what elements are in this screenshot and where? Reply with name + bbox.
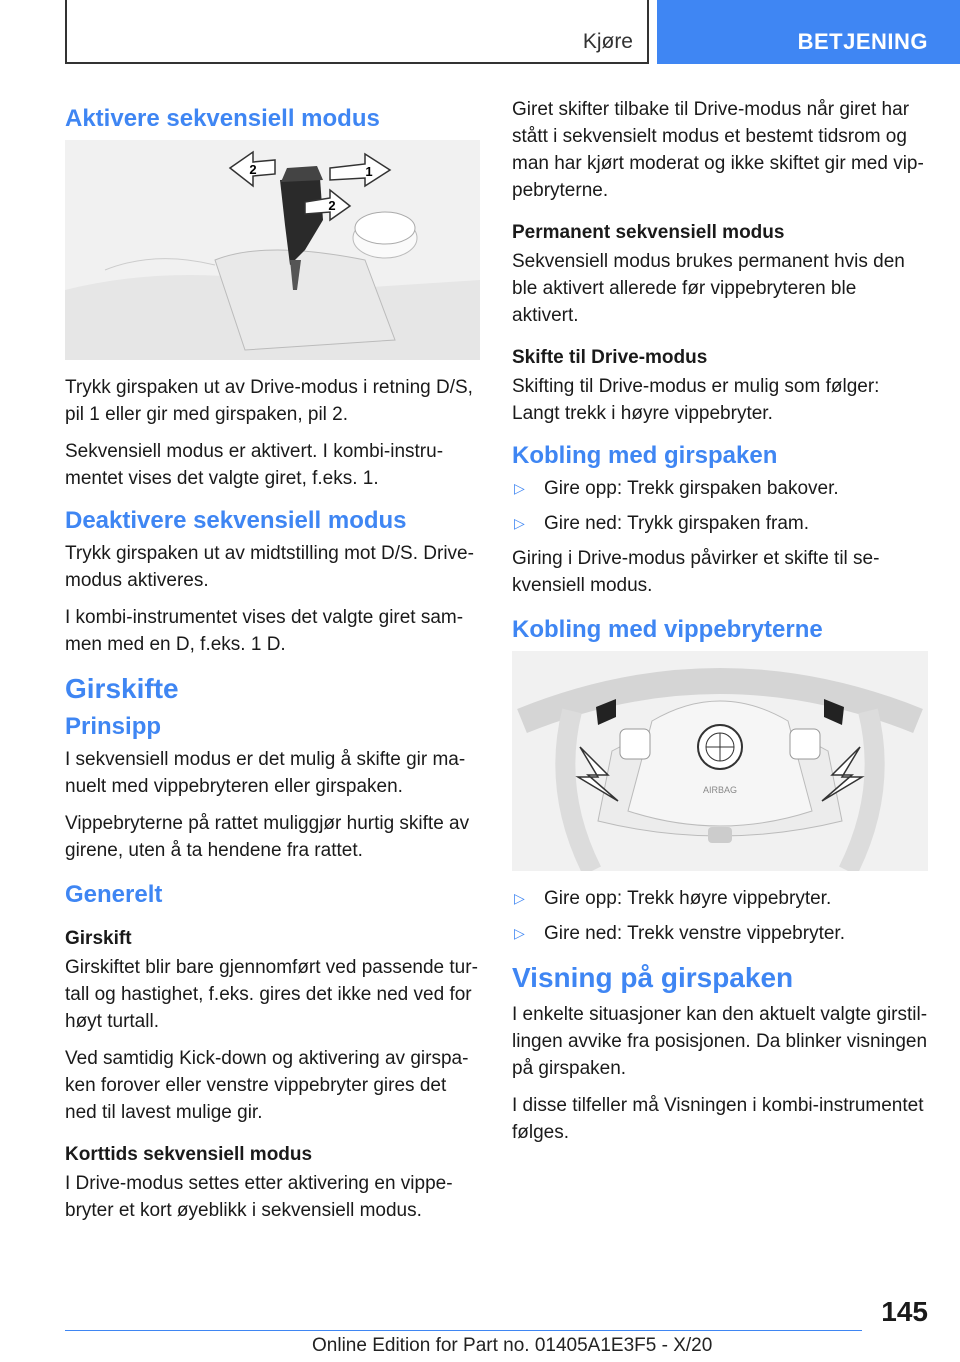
heading-skifte-drive: Skifte til Drive-modus [512,347,708,368]
list-item-text: Gire ned: Trykk girspaken fram. [544,513,810,534]
heading-kobling-vippe: Kobling med vippebryterne [512,616,823,643]
triangle-right-outline-icon: ▷ [514,925,525,941]
heading-permanent: Permanent sekvensiell modus [512,222,785,243]
paragraph: Giret skifter tilbake til Drive-modus når giret har stått i sekvensielt modus et bestemt tidsrom og man har kjørt moderat og ikke skiftet gir med vip-pebryterne. [512,99,924,201]
heading-prinsipp: Prinsipp [65,713,162,740]
gear-lever-figure [65,140,480,360]
left-column [65,96,480,1234]
heading-deactivate: Deaktivere sekvensiell modus [65,507,407,534]
paragraph: I Drive-modus settes etter aktivering en vippe-bryter et kort øyeblikk i sekvensiell modus. [65,1173,453,1221]
paragraph: Girskiftet blir bare gjennomført ved passende tur-tall og hastighet, f.eks. gires det ikke ned ved for høyt turtall. [65,957,478,1032]
gear-lever-illustration [65,140,480,360]
steering-wheel-illustration [512,651,928,871]
paragraph: Sekvensiell modus er aktivert. I kombi-instru-mentet vises det valgte giret, f.eks. 1. [65,441,444,489]
paragraph: I sekvensiell modus er det mulig å skifte gir ma-nuelt med vippebryteren eller girspaken. [65,749,466,797]
heading-kobling-girspaken: Kobling med girspaken [512,442,778,469]
paragraph: I disse tilfeller må Visningen i kombi-instrumentet følges. [512,1095,924,1143]
heading-girskifte: Girskifte [65,673,179,704]
header-section-tab [65,0,649,64]
arrow-label-2-top: 2 [249,162,257,177]
paragraph: I kombi-instrumentet vises det valgte giret sam-men med en D, f.eks. 1 D. [65,607,464,655]
heading-generelt: Generelt [65,881,163,908]
airbag-label: AIRBAG [702,785,738,795]
list-item [512,920,928,947]
arrow-label-2-bottom: 2 [328,198,336,213]
paragraph: Skifting til Drive-modus er mulig som følger: Langt trekk i høyre vippebryter. [512,376,880,424]
footer-edition: Online Edition for Part no. 01405A1E3F5 - X/20 [312,1335,713,1356]
paragraph: Vippebryterne på rattet muliggjør hurtig skifte av girene, uten å ta hendene fra rattet. [65,813,470,861]
heading-visning: Visning på girspaken [512,962,794,993]
triangle-right-outline-icon: ▷ [514,515,525,531]
list-item [512,510,928,537]
triangle-right-outline-icon: ▷ [514,890,525,906]
paragraph: I enkelte situasjoner kan den aktuelt valgte girstil-lingen avvike fra posisjonen. Da blinker visningen på girspaken. [512,1004,928,1079]
paragraph: Trykk girspaken ut av Drive-modus i retning D/S, pil 1 eller gir med girspaken, pil 2. [65,377,473,425]
list-item-text: Gire opp: Trekk høyre vippebryter. [544,888,832,909]
steering-wheel-figure [512,651,928,871]
list-item [512,475,928,502]
heading-activate: Aktivere sekvensiell modus [65,105,380,132]
header-chapter-label: BETJENING [797,29,928,54]
list-item-text: Gire ned: Trekk venstre vippebryter. [544,923,845,944]
header-section-label: Kjøre [582,30,633,53]
triangle-right-outline-icon: ▷ [514,480,525,496]
paragraph: Giring i Drive-modus påvirker et skifte til se-kvensiell modus. [512,548,880,596]
heading-korttids: Korttids sekvensiell modus [65,1144,313,1165]
list-item-text: Gire opp: Trekk girspaken bakover. [544,478,839,499]
paragraph: Ved samtidig Kick-down og aktivering av girspa-ken forover eller venstre vippebryter gires det ned til lavest mulige gir. [65,1048,469,1123]
page-number: 145 [881,1296,928,1327]
heading-girskift: Girskift [65,928,132,949]
list-item [512,885,928,912]
header-chapter-tab [657,0,960,64]
paragraph: Trykk girspaken ut av midtstilling mot D/S. Drive-modus aktiveres. [65,543,474,591]
paragraph: Sekvensiell modus brukes permanent hvis den ble aktivert allerede før vippebryteren ble aktivert. [512,251,905,326]
arrow-label-1: 1 [365,164,373,179]
footer-divider [65,1330,862,1331]
right-column [512,96,928,1156]
